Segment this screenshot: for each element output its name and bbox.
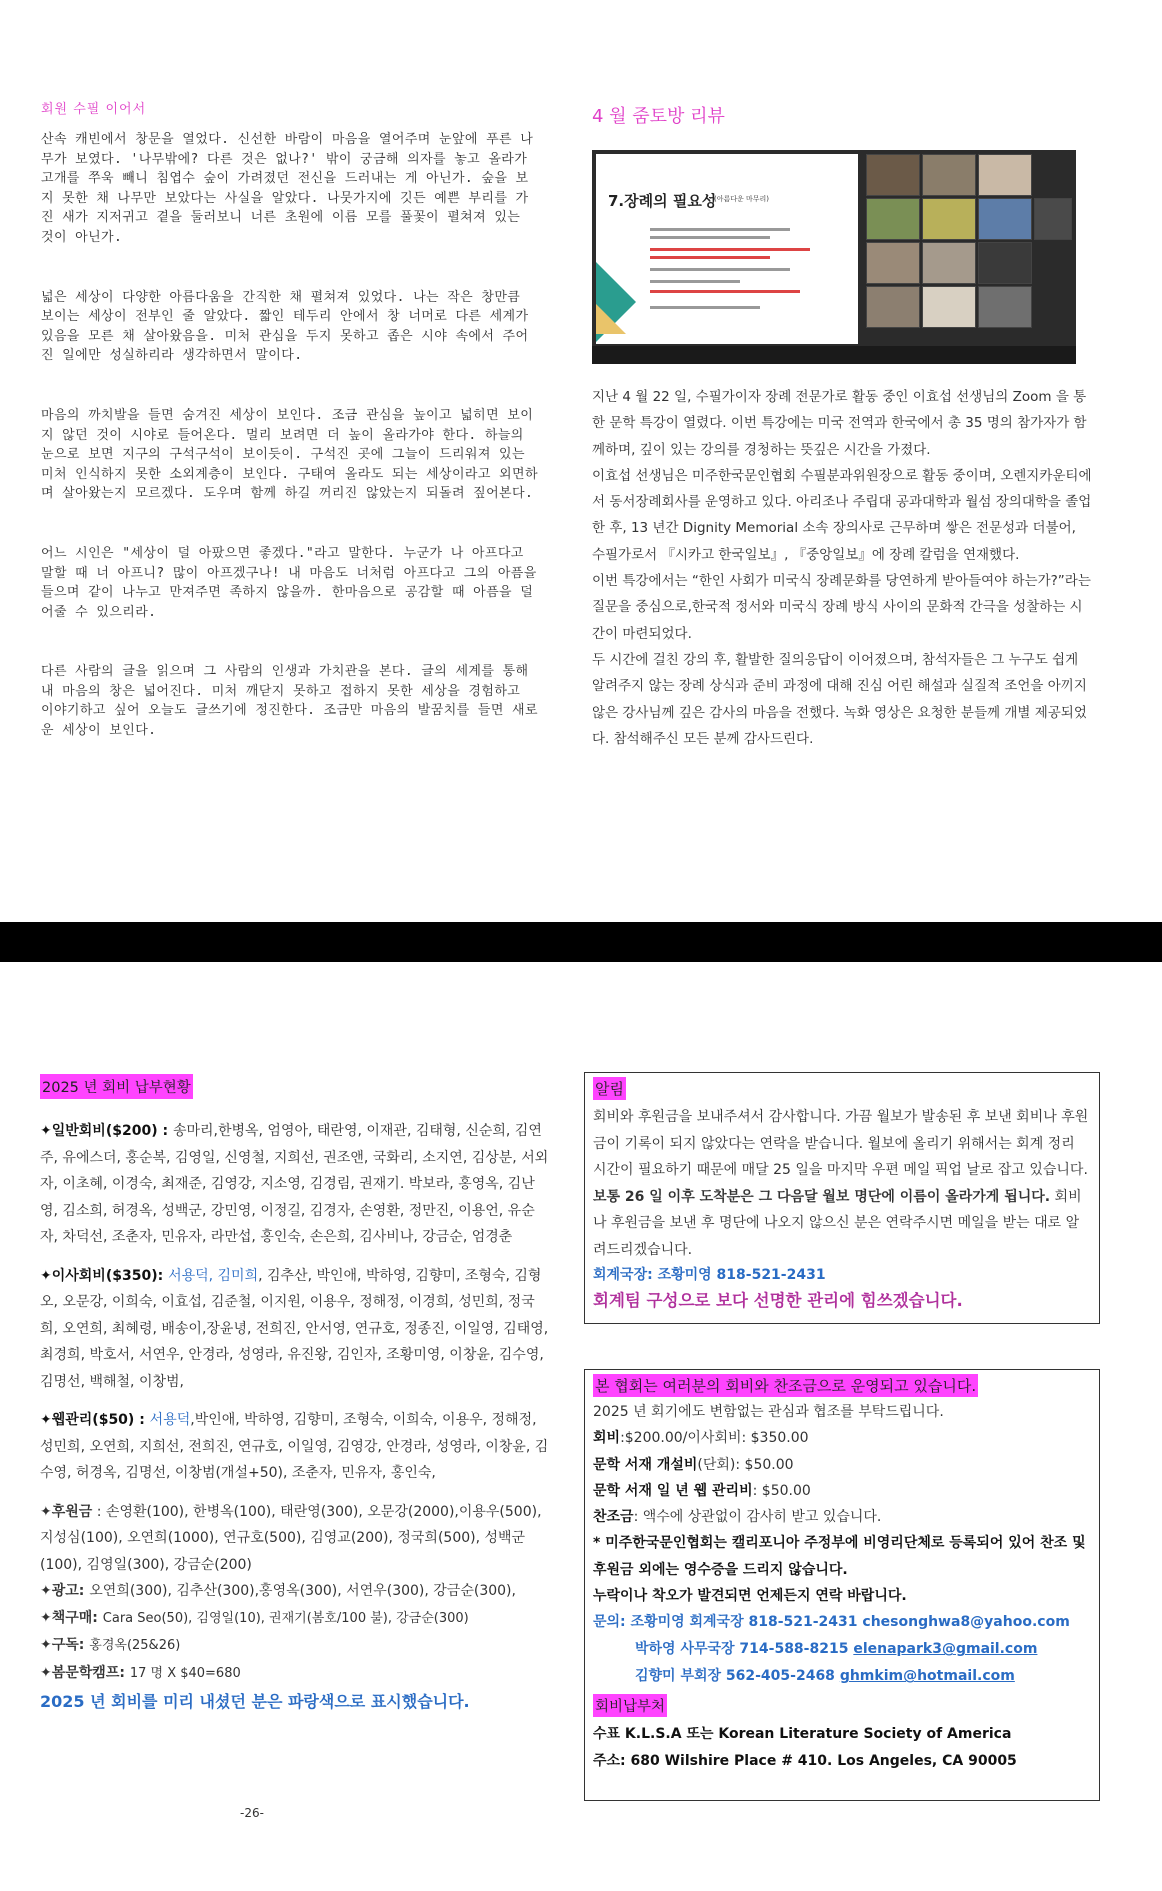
ads-label: ✦광고: [40, 1583, 90, 1599]
slide-subtitle: (아름다운 마무리) [714, 195, 770, 203]
participant-video [1034, 198, 1072, 240]
dues-note: 2025 년 회비를 미리 내셨던 분은 파랑색으로 표시했습니다. [40, 1692, 470, 1711]
spring-camp-value: 17 명 X $40=680 [129, 1665, 241, 1681]
email-vice-president[interactable]: ghmkim@hotmail.com [839, 1668, 1015, 1685]
contact-vice-president: 김향미 부회장 562-405-2468 [635, 1668, 840, 1685]
book-purchase [40, 1605, 550, 1633]
participant-video [978, 198, 1032, 240]
web-dues-prepaid: 서용덕 [149, 1412, 191, 1428]
review-paragraph: 이효섭 선생님은 미주한국문인협회 수필분과위원장으로 활동 중이며, 오렌지카운티에서 동서장례회사를 운영하고 있다. 아리조나 주립대 공과대학과 월섬 장의대학을 졸업한 후, 13 년간 Dignity Memorial 소속 장의사로 근무하며 쌓은 전문성과 더불어, 수필가로서 『시카고 한국일보』, 『중앙일보』에 장례 칼럼을 연재했다. [592, 467, 1092, 563]
support-body [593, 1399, 1091, 1609]
contact-label: 문의: [593, 1614, 631, 1631]
web-dues [40, 1407, 550, 1487]
omission-note [593, 1583, 1091, 1609]
general-dues [40, 1118, 550, 1251]
email-accountant[interactable]: chesonghwa8@yahoo.com [862, 1614, 1070, 1631]
participant-video [922, 286, 976, 328]
notice-text-end: 회비나 후원금을 보낸 후 명단에 나오지 않으신 분은 연락주시면 메일을 받는 대로 알려드리겠습니다. [593, 1188, 1082, 1258]
nonprofit-note [593, 1530, 1091, 1583]
subscription-names: 홍경옥(25&26) [89, 1638, 181, 1653]
participant-video [866, 154, 920, 196]
notice-title: 알림 [593, 1077, 626, 1100]
director-dues-prepaid: 서용덕, 김미희 [168, 1267, 259, 1284]
sponsor-line [593, 1504, 1091, 1530]
participant-video [978, 242, 1032, 284]
subscription-label: ✦구독: [40, 1637, 90, 1653]
taskbar [592, 346, 1076, 364]
review-paragraph: 지난 4 월 22 일, 수필가이자 장례 전문가로 활동 중인 이효섭 선생님의 Zoom 을 통한 문학 특강이 열렸다. 이번 특강에는 미국 전역과 한국에서 총 35 명의 참가자가 함께하며, 깊이 있는 강의를 경청하는 뜻깊은 시간을 가졌다. [592, 389, 1087, 458]
slide-text-line [650, 306, 760, 309]
participant-video [922, 198, 976, 240]
web-dues-label: ✦웹관리($50) : [40, 1412, 150, 1428]
notice-box [584, 1072, 1100, 1324]
slide-title: 7.장례의 필요성 [608, 192, 717, 210]
library-fee-line [593, 1452, 1091, 1478]
essay-paragraph: 넓은 세상이 다양한 아름다움을 간직한 채 펼쳐져 있었다. 나는 작은 창만큼 보이는 세상이 전부인 줄 알았다. 짧인 테두리 안에서 창 너머로 다른 세계가 있음을 모른 채 살아왔음을. 미처 관심을 두지 못하고 좁은 시야 속에서 주어진 일에만 성실하리라 생각하면서 말이다. [41, 289, 529, 364]
omission-text: 누락이나 착오가 발견되면 언제든지 연락 바랍니다. [593, 1588, 907, 1605]
remittance-title: 회비납부처 [593, 1694, 667, 1717]
review-heading: 4 월 줌토방 리뷰 [592, 106, 725, 127]
accounting-team-note: 회계팀 구성으로 보다 선명한 관리에 힘쓰겠습니다. [593, 1291, 963, 1310]
slide-text-line [650, 290, 800, 293]
library-fee-value: (단회): $50.00 [697, 1456, 794, 1473]
remittance-info [593, 1721, 1091, 1775]
director-dues [40, 1263, 550, 1396]
donations-label: ✦후원금 [40, 1503, 93, 1520]
essay-heading: 회원 수필 이어서 [41, 102, 147, 117]
email-secretary[interactable]: elenapark3@gmail.com [853, 1641, 1038, 1658]
page-number: -26- [240, 1806, 264, 1820]
essay-paragraph: 다른 사람의 글을 읽으며 그 사람의 인생과 가치관을 본다. 글의 세계를 통해 내 마음의 창은 넓어진다. 미처 깨닫지 못하고 접하지 못한 세상을 경험하고 이야기하고 싶어 오늘도 글쓰기에 정진한다. 조금만 마음의 발꿈치를 들면 새로운 세상이 보인다. [41, 664, 538, 739]
zoom-screenshot [592, 150, 1076, 364]
mailing-address: 주소: 680 Wilshire Place # 410. Los Angeles, CA 90005 [593, 1753, 1017, 1770]
slide-text-line [650, 256, 770, 259]
contact-row [593, 1609, 1091, 1636]
participant-video [866, 242, 920, 284]
book-purchase-label: ✦책구매: [40, 1609, 103, 1626]
essay-paragraph: 마음의 까치발을 들면 숨겨진 세상이 보인다. 조금 관심을 높이고 넓히면 보이지 않던 것이 시야로 들어온다. 멀리 보려면 더 높이 올라가야 한다. 하늘의 눈으로 보면 지구의 구석구석이 보이듯이. 구석진 곳에 그늘이 드리워져 있는 미처 인식하지 못한 소외계층이 보인다. 구태여 올라도 되는 세상이라고 외면하며 살아왔는지 모르겠다. 도우며 함께 하길 꺼리진 않았는지 되돌려 짚어본다. [41, 407, 538, 502]
web-dues-names: ,박인애, 박하영, 김향미, 조형숙, 이희숙, 이용우, 정해정, 성민희, 오연희, 지희선, 전희진, 연규호, 이일영, 김영강, 안경라, 성영라, 이창윤, 김수영, 허경옥, 김명선, 이창범(개설+50), 조춘자, 민유자, 홍인숙, [40, 1412, 549, 1481]
subscription [40, 1632, 550, 1660]
general-dues-names: 송마리,한병옥, 엄영아, 태란영, 이재관, 김태형, 신순희, 김연주, 유에스더, 홍순복, 김영일, 신영철, 지희선, 권조앤, 국화리, 소지연, 김상분, 서외자, 이초혜, 이경숙, 최재준, 김영강, 지소영, 김경림, 권재기. 박보라, 홍영옥, 김난영, 김소희, 허경옥, 성백군, 강민영, 이정길, 김경자, 손영환, 정만진, 이용언, 유순자, 차덕선, 조춘자, 민유자, 라만섭, 홍인숙, 손은희, 김사비나, 강금순, 엄경춘 [40, 1123, 549, 1245]
slide-text-line [650, 268, 790, 271]
notice-text: 회비와 후원금을 보내주셔서 감사합니다. 가끔 월보가 발송된 후 보낸 회비나 후원금이 기록이 되지 않았다는 연락을 받습니다. 월보에 올리기 위해서는 회계 정리 시간이 필요하기 때문에 매달 25 일을 마지막 우편 메일 픽업 날로 잡고 있습니다. [593, 1109, 1089, 1178]
accountant-contact: 회계국장: 조황미영 818-521-2431 [593, 1267, 826, 1283]
review-paragraph: 이번 특강에서는 “한인 사회가 미국식 장례문화를 당연하게 받아들여야 하는가?”라는 질문을 중심으로,한국적 정서와 미국식 장례 방식 사이의 문화적 간극을 성찰하는 시간이 마련되었다. [592, 573, 1091, 642]
essay-body [41, 130, 541, 781]
spring-camp [40, 1660, 550, 1688]
fee-line [593, 1425, 1091, 1451]
slide-text-line [650, 280, 740, 283]
fee-value: :$200.00/이사회비: $350.00 [620, 1430, 809, 1447]
participant-video [866, 198, 920, 240]
contact-list [593, 1609, 1091, 1690]
essay-paragraph: 어느 시인은 "세상이 덜 아팠으면 좋겠다."라고 말한다. 누군가 나 아프다고 말할 때 너 아프니? 많이 아프겠구나! 내 마음도 너처럼 아프다고 그의 아픔을 들으며 같이 나누고 만져주면 족하지 않을까. 한마음으로 공감할 때 아픔을 덜어줄 수 있으리라. [41, 545, 537, 620]
web-fee-value: : $50.00 [752, 1482, 811, 1499]
support-title: 본 협회는 여러분의 회비와 찬조금으로 운영되고 있습니다. [593, 1374, 978, 1397]
slide-text-line [650, 248, 810, 251]
ads [40, 1578, 550, 1605]
slide-text-line [650, 228, 790, 231]
dues-heading: 2025 년 회비 납부현황 [40, 1074, 193, 1099]
contact-secretary: 박하영 사무국장 714-588-8215 [635, 1641, 854, 1658]
sponsor-value: : 액수에 상관없이 감사히 받고 있습니다. [633, 1509, 882, 1526]
participant-video [866, 286, 920, 328]
notice-emphasis: 보통 26 일 이후 도착분은 그 다음달 월보 명단에 이름이 올라가게 됩니다. [593, 1188, 1051, 1205]
director-dues-label: ✦이사회비($350): [40, 1267, 169, 1284]
contact-row [593, 1636, 1091, 1663]
general-dues-label: ✦일반회비($200) : [40, 1123, 173, 1139]
presentation-slide [596, 154, 858, 344]
review-paragraph: 두 시간에 걸친 강의 후, 활발한 질의응답이 이어졌으며, 참석자들은 그 누구도 쉽게 알려주지 않는 장례 상식과 준비 과정에 대해 진심 어린 해설과 실질적 조언을 아끼지 않은 강사님께 깊은 감사의 마음을 전했다. 녹화 영상은 요청한 분들께 개별 제공되었다. 참석해주신 모든 분께 감사드린다. [592, 651, 1087, 747]
essay-paragraph: 산속 캐빈에서 창문을 열었다. 신선한 바람이 마음을 열어주며 눈앞에 푸른 나무가 보였다. '나무밖에? 다른 것은 없나?' 밖이 궁금해 의자를 놓고 올라가 고개를 쭈욱 빼니 침엽수 숲이 가려졌던 전신을 드러내는 게 아닌가. 숲을 보지 못한 채 나무만 보았다는 사실을 알았다. 나뭇가지에 깃든 예쁜 부리를 가진 새가 지저귀고 곁을 둘러보니 너른 초원에 이름 모를 풀꽃이 펼쳐져 있는 것이 아닌가. [41, 132, 534, 245]
fee-label: 회비 [593, 1430, 621, 1447]
participant-video [922, 154, 976, 196]
donations-names: : 손영환(100), 한병옥(100), 태란영(300), 오문강(2000),이용우(500), 지성심(100), 오연희(1000), 연규호(500), 김영교(200), 정국희(500), 성백군(100), 김영일(300), 강금순(200) [40, 1503, 542, 1573]
slide-decoration [596, 304, 626, 334]
spring-camp-label: ✦봄문학캠프: [40, 1664, 130, 1681]
page-divider [0, 922, 1162, 962]
review-body [592, 384, 1092, 752]
support-intro: 2025 년 회기에도 변함없는 관심과 협조를 부탁드립니다. [593, 1404, 944, 1420]
web-fee-label: 문학 서재 일 년 웹 관리비 [593, 1482, 753, 1499]
notice-body [593, 1104, 1091, 1263]
ads-names: 오연희(300), 김추산(300),홍영옥(300), 서연우(300), 강금순(300), [89, 1583, 516, 1599]
support-box [584, 1369, 1100, 1801]
dues-list [40, 1118, 550, 1712]
participant-video [922, 242, 976, 284]
sponsor-label: 찬조금 [593, 1509, 634, 1526]
contact-row [593, 1663, 1091, 1690]
library-fee-label: 문학 서재 개설비 [593, 1456, 698, 1473]
participant-video [978, 154, 1032, 196]
director-dues-names: , 김추산, 박인애, 박하영, 김향미, 조형숙, 김형오, 오문강, 이희숙, 이효섭, 김준철, 이지원, 이용우, 정해정, 이경희, 성민희, 정국희, 오연희, 최혜령, 배송이,장윤녕, 전희진, 안서영, 연규호, 정종진, 이일영, 김태영, 최경희, 박호서, 서연우, 안경라, 성영라, 유진왕, 김인자, 조황미영, 이창윤, 김수영, 김명선, 백해철, 이창범, [40, 1267, 549, 1390]
book-purchase-names: Cara Seo(50), 김영일(10), 권재기(봄호/100 불), 강금순(300) [102, 1610, 469, 1626]
donations [40, 1499, 550, 1579]
participant-video [978, 286, 1032, 328]
contact-accountant: 조황미영 회계국장 818-521-2431 [630, 1614, 863, 1631]
payee: 수표 K.L.S.A 또는 Korean Literature Society of America [593, 1726, 1012, 1743]
slide-text-line [650, 236, 770, 239]
nonprofit-text: * 미주한국문인협회는 캘리포니아 주정부에 비영리단체로 등록되어 있어 찬조 및 후원금 외에는 영수증을 드리지 않습니다. [593, 1535, 1086, 1578]
web-fee-line [593, 1478, 1091, 1504]
